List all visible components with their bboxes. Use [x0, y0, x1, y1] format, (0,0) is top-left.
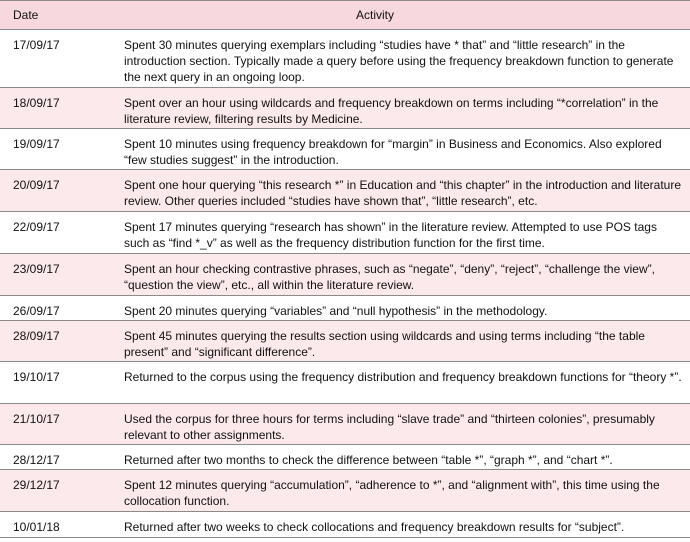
row-date: 20/09/17 — [13, 178, 60, 192]
table-row — [0, 254, 690, 296]
row-activity: Spent 45 minutes querying the results section using wildcards and using terms including “the table present” and “significant difference”. — [124, 329, 645, 359]
row-date: 19/09/17 — [13, 137, 60, 151]
row-date: 19/10/17 — [13, 370, 60, 384]
row-date: 26/09/17 — [13, 304, 60, 318]
row-activity: Spent 17 minutes querying “research has shown” in the literature review. Attempted to use POS tags such as “find *_v” as well as the frequency distribution function for the first time. — [124, 220, 657, 250]
header-activity: Activity — [355, 8, 394, 22]
table-row — [0, 321, 690, 362]
row-activity: Returned to the corpus using the frequency distribution and frequency breakdown functions for “theory *”. — [124, 370, 682, 384]
table-row — [0, 88, 690, 129]
table-row — [0, 512, 690, 538]
row-activity: Returned after two months to check the difference between “table *”, “graph *”, and “chart *”. — [124, 453, 613, 467]
row-date: 10/01/18 — [13, 520, 60, 534]
row-activity: Spent 10 minutes using frequency breakdown for “margin” in Business and Economics. Also explored “few studies suggest” in the introduction. — [124, 137, 662, 167]
row-activity: Spent 30 minutes querying exemplars including “studies have * that” and “little research” in the introduction section. Typically made a query before using the frequency breakdown function to generate the next query in an ongoing loop. — [124, 38, 674, 84]
row-date: 17/09/17 — [13, 38, 60, 52]
row-activity: Returned after two weeks to check collocations and frequency breakdown results for “subject”. — [124, 520, 625, 534]
row-date: 21/10/17 — [13, 412, 60, 426]
table-row — [0, 170, 690, 212]
table-row — [0, 30, 690, 88]
row-activity: Spent 12 minutes querying “accumulation”, “adherence to *”, and “alignment with”, this time using the collocation function. — [124, 478, 660, 508]
row-activity: Spent 20 minutes querying “variables” and “null hypothesis” in the methodology. — [124, 304, 548, 318]
row-activity: Used the corpus for three hours for terms including “slave trade” and “thirteen colonies”, presumably relevant to other assignments. — [124, 412, 655, 442]
table-row — [0, 212, 690, 254]
table-row — [0, 445, 690, 470]
row-date: 22/09/17 — [13, 220, 60, 234]
table-row — [0, 296, 690, 321]
row-activity: Spent an hour checking contrastive phrases, such as “negate”, “deny”, “reject”, “challenge the view”, “question the view”, etc., all within the literature review. — [124, 262, 655, 292]
table-row — [0, 129, 690, 170]
row-date: 18/09/17 — [13, 96, 60, 110]
header-date: Date — [13, 8, 39, 22]
table-row — [0, 470, 690, 512]
row-activity: Spent over an hour using wildcards and frequency breakdown on terms including “*correlation” in the literature review, filtering results by Medicine. — [124, 96, 659, 126]
row-date: 28/09/17 — [13, 329, 60, 343]
row-date: 23/09/17 — [13, 262, 60, 276]
row-date: 28/12/17 — [13, 453, 60, 467]
table-row — [0, 362, 690, 404]
table-header — [0, 0, 690, 30]
row-date: 29/12/17 — [13, 478, 60, 492]
row-activity: Spent one hour querying “this research *” in Education and “this chapter” in the introduction and literature review. Other queries included “studies have shown that”, “little research”, etc. — [124, 178, 681, 208]
table-row — [0, 404, 690, 445]
